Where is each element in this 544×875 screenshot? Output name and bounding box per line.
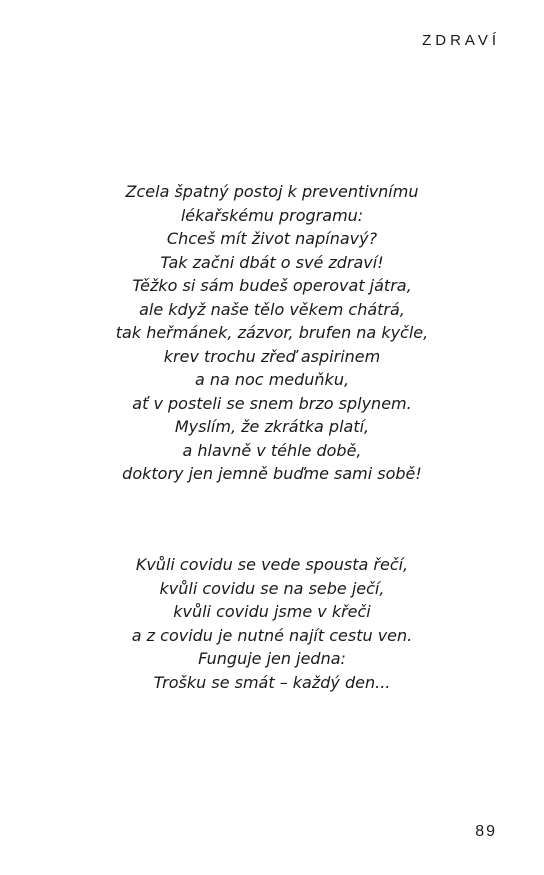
poem-line: Myslím, že zkrátka platí, bbox=[174, 417, 370, 436]
poem-line: ale když naše tělo věkem chátrá, bbox=[139, 299, 405, 319]
poem-line: Chceš mít život napínavý? bbox=[166, 229, 378, 248]
poem-line: Zcela špatný postoj k preventivnímu bbox=[125, 182, 419, 201]
poem-line: krev trochu zřeď aspirinem bbox=[163, 346, 381, 366]
poem-line: Těžko si sám budeš operovat játra, bbox=[132, 276, 412, 295]
poem-line: a na noc meduňku, bbox=[194, 370, 350, 389]
poem-line: ať v posteli se snem brzo splynem. bbox=[132, 393, 412, 413]
poem-preventive-care bbox=[0, 180, 544, 486]
poem-line: doktory jen jemně buďme sami sobě! bbox=[122, 464, 422, 483]
poem-line: kvůli covidu se na sebe ječí, bbox=[159, 578, 385, 598]
poem-line: Tak začni dbát o své zdraví! bbox=[160, 252, 384, 272]
poem-line: Trošku se smát – každý den... bbox=[153, 672, 391, 692]
poem-line: Kvůli covidu se vede spousta řečí, bbox=[135, 555, 409, 574]
poem-covid bbox=[0, 553, 544, 694]
poem-line: Funguje jen jedna: bbox=[198, 649, 346, 668]
poem-line: a z covidu je nutné najít cestu ven. bbox=[131, 625, 413, 645]
poem-line: tak heřmánek, zázvor, brufen na kyčle, bbox=[115, 323, 429, 342]
running-header: ZDRAVÍ bbox=[422, 32, 500, 49]
poem-line: kvůli covidu jsme v křeči bbox=[173, 602, 371, 621]
poem-line: a hlavně v téhle době, bbox=[182, 440, 362, 460]
poem-line: lékařskému programu: bbox=[180, 205, 364, 225]
page-number: 89 bbox=[475, 823, 497, 840]
